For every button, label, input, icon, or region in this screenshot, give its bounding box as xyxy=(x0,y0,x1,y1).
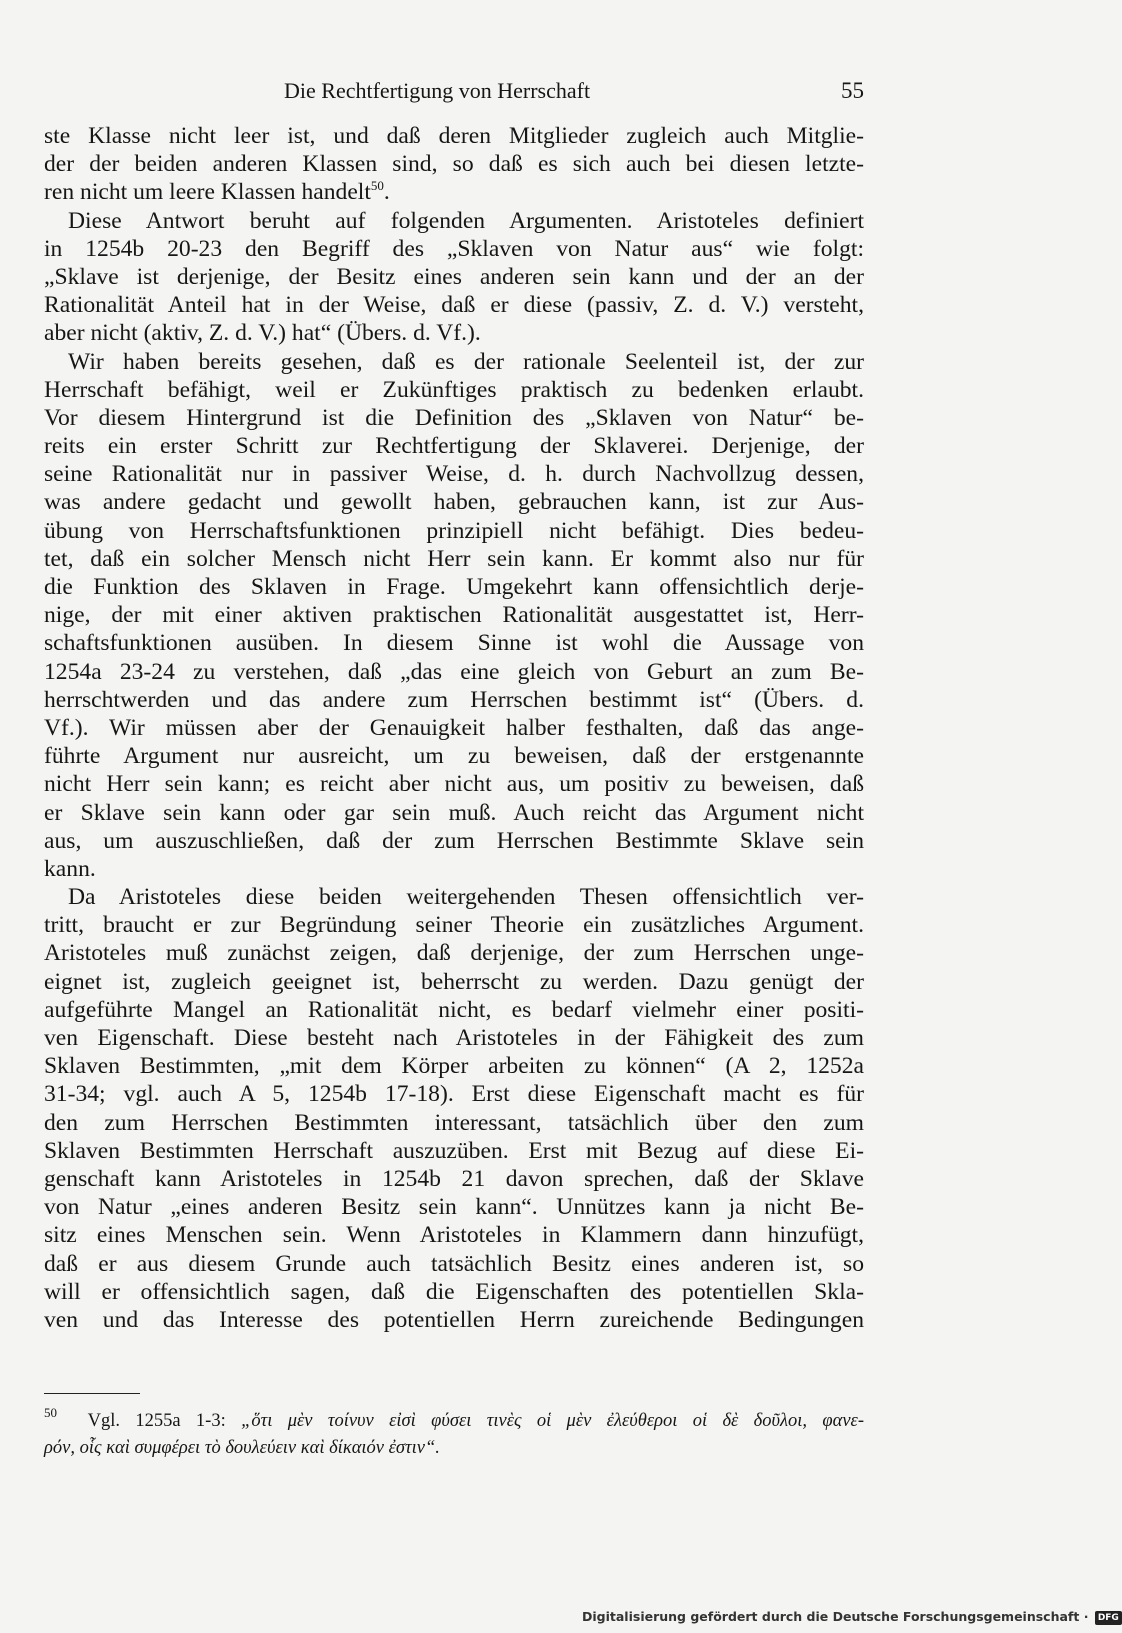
text-line xyxy=(44,629,864,657)
text-line xyxy=(44,1024,864,1052)
text-line-content: „Sklave ist derjenige, der Besitz eines anderen sein kann und der an der xyxy=(44,263,864,290)
text-line xyxy=(44,207,864,235)
text-line xyxy=(44,799,864,827)
text-line xyxy=(44,545,864,573)
text-line xyxy=(44,1278,864,1306)
footnote-divider xyxy=(44,1393,140,1394)
text-line-content: Sklaven Bestimmten Herrschaft auszuzüben. Erst mit Bezug auf diese Ei- xyxy=(44,1137,864,1164)
text-line xyxy=(44,263,864,291)
text-line xyxy=(44,517,864,545)
text-line-content: in 1254b 20-23 den Begriff des „Sklaven von Natur aus“ wie folgt: xyxy=(44,235,864,262)
credit-text: Digitalisierung gefördert durch die Deutsche Forschungsgemeinschaft · xyxy=(582,1609,1089,1624)
text-line-content: von Natur „eines anderen Besitz sein kann“. Unnützes kann ja nicht Be- xyxy=(44,1194,864,1221)
text-line xyxy=(44,178,864,206)
text-line xyxy=(44,996,864,1024)
text-line-content: herrschtwerden und das andere zum Herrschen bestimmt ist“ (Übers. d. xyxy=(44,686,864,713)
text-line-content: übung von Herrschaftsfunktionen prinzipiell nicht befähigt. Dies bedeu- xyxy=(44,517,864,544)
footnote-reference: Vgl. 1255a 1-3: xyxy=(87,1411,242,1431)
page-number: 55 xyxy=(841,78,864,103)
text-line-content: nige, der mit einer aktiven praktischen Rationalität ausgestattet ist, Herr- xyxy=(44,602,864,629)
text-line xyxy=(44,235,864,263)
text-line-content: 31-34; vgl. auch A 5, 1254b 17-18). Erst diese Eigenschaft macht es für xyxy=(44,1081,864,1108)
text-line xyxy=(44,376,864,404)
text-line xyxy=(44,601,864,629)
text-line-content: den zum Herrschen Bestimmten interessant, tatsächlich über den zum xyxy=(44,1109,864,1136)
text-line xyxy=(44,968,864,996)
text-line-content: ven Eigenschaft. Diese besteht nach Aristoteles in der Fähigkeit des zum xyxy=(44,1025,864,1051)
text-line-content: will er offensichtlich sagen, daß die Eigenschaften des potentiellen Skla- xyxy=(44,1278,864,1305)
text-line-content: sitz eines Menschen sein. Wenn Aristoteles in Klammern dann hinzufügt, xyxy=(44,1222,864,1249)
text-line-content: kann. xyxy=(44,855,96,882)
text-line xyxy=(44,1193,864,1221)
footnote-line xyxy=(44,1405,864,1435)
text-line-content: aber nicht (aktiv, Z. d. V.) hat“ (Übers. d. Vf.). xyxy=(44,320,481,347)
text-line xyxy=(44,460,864,488)
text-line-content: schaftsfunktionen ausüben. In diesem Sinne ist wohl die Aussage von xyxy=(44,630,864,657)
text-line xyxy=(44,855,864,883)
text-line-content: ren nicht um leere Klassen handelt xyxy=(44,179,371,206)
text-line-content: Aristoteles muß zunächst zeigen, daß derjenige, der zum Herrschen unge- xyxy=(44,940,864,967)
text-line-content: er Sklave sein kann oder gar sein muß. Auch reicht das Argument nicht xyxy=(44,799,864,826)
footnote-line xyxy=(44,1435,864,1462)
text-line-content: tritt, braucht er zur Begründung seiner Theorie ein zusätzliches Argument. xyxy=(44,912,864,939)
text-line xyxy=(44,291,864,319)
text-line-content: der der beiden anderen Klassen sind, so daß es sich auch bei diesen letzte- xyxy=(44,151,864,178)
text-line-content: 1254a 23-24 zu verstehen, daß „das eine gleich von Geburt an zum Be- xyxy=(44,658,864,685)
text-line-content: tet, daß ein solcher Mensch nicht Herr sein kann. Er kommt also nur für xyxy=(44,545,864,572)
text-line-content: Rationalität Anteil hat in der Weise, daß er diese (passiv, Z. d. V.) versteht, xyxy=(44,292,864,319)
text-line xyxy=(44,1109,864,1137)
text-line-content: Sklaven Bestimmten, „mit dem Körper arbeiten zu können“ (A 2, 1252a xyxy=(44,1053,864,1080)
text-line-content: ven und das Interesse des potentiellen Herrn zureichende Bedingungen xyxy=(44,1306,864,1333)
text-line-content: führte Argument nur ausreicht, um zu beweisen, daß der erstgenannte xyxy=(44,743,864,770)
running-title: Die Rechtfertigung von Herrschaft xyxy=(284,78,591,103)
text-line xyxy=(44,1306,864,1334)
text-line-content: reits ein erster Schritt zur Rechtfertigung der Sklaverei. Derjenige, der xyxy=(44,433,864,460)
text-line xyxy=(44,686,864,714)
text-line-content: aufgeführte Mangel an Rationalität nicht, es bedarf vielmehr einer positi- xyxy=(44,996,864,1023)
footnote-marker: 50 xyxy=(370,178,384,194)
text-line xyxy=(44,150,864,178)
footnote xyxy=(44,1405,864,1462)
text-line-content: seine Rationalität nur in passiver Weise, d. h. durch Nachvollzug dessen, xyxy=(44,461,864,488)
text-line-content: Wir haben bereits gesehen, daß es der rationale Seelenteil ist, der zur xyxy=(68,348,864,375)
text-line xyxy=(44,939,864,967)
text-line-content: ste Klasse nicht leer ist, und daß deren Mitglieder zugleich auch Mitglie- xyxy=(44,123,864,149)
text-line-content: aus, um auszuschließen, daß der zum Herrschen Bestimmte Sklave sein xyxy=(44,827,864,854)
footnote-greek-quote: „ὅτι μὲν τοίνυν εἰσὶ φύσει τινὲς οἱ μὲν ἐλεύθεροι οἱ δὲ δοῦλοι, φανε- xyxy=(241,1411,864,1431)
text-line-content: Herrschaft befähigt, weil er Zukünftiges praktisch zu bedenken erlaubt. xyxy=(44,376,864,403)
footnote-greek-quote: ρόν, οἷς καὶ συμφέρει τὸ δουλεύειν καὶ δίκαιόν ἐστιν“. xyxy=(44,1438,440,1458)
text-line xyxy=(44,1165,864,1193)
main-text xyxy=(44,122,864,1334)
text-line xyxy=(44,827,864,855)
text-line xyxy=(44,1080,864,1108)
text-line xyxy=(44,122,864,150)
text-line xyxy=(44,1137,864,1165)
footnote-number: 50 xyxy=(44,1405,57,1420)
text-line xyxy=(44,488,864,516)
text-line xyxy=(44,1250,864,1278)
text-line xyxy=(44,348,864,376)
text-line xyxy=(44,1221,864,1249)
text-line-content: Vf.). Wir müssen aber der Genauigkeit halber festhalten, daß das ange- xyxy=(44,714,864,741)
text-line xyxy=(44,432,864,460)
running-header xyxy=(44,74,864,108)
text-line-punctuation: . xyxy=(383,179,390,206)
text-line xyxy=(44,742,864,770)
digitization-credit xyxy=(582,1603,1119,1633)
text-line xyxy=(44,573,864,601)
text-line xyxy=(44,883,864,911)
text-line xyxy=(44,319,864,347)
text-line-content: eignet ist, zugleich geeignet ist, beherrscht zu werden. Dazu genügt der xyxy=(44,968,864,995)
text-line-content: was andere gedacht und gewollt haben, gebrauchen kann, ist zur Aus- xyxy=(44,489,864,516)
text-line xyxy=(44,1052,864,1080)
dfg-logo: DFG xyxy=(1095,1611,1122,1625)
text-line-content: Da Aristoteles diese beiden weitergehenden Thesen offensichtlich ver- xyxy=(68,884,864,911)
text-line xyxy=(44,770,864,798)
text-line-content: die Funktion des Sklaven in Frage. Umgekehrt kann offensichtlich derje- xyxy=(44,574,864,600)
text-line-content: nicht Herr sein kann; es reicht aber nicht aus, um positiv zu beweisen, daß xyxy=(44,771,864,798)
text-line-content: daß er aus diesem Grunde auch tatsächlich Besitz eines anderen ist, so xyxy=(44,1250,864,1277)
text-line-content: genschaft kann Aristoteles in 1254b 21 davon sprechen, daß der Sklave xyxy=(44,1165,864,1192)
text-line xyxy=(44,714,864,742)
text-line-content: Diese Antwort beruht auf folgenden Argumenten. Aristoteles definiert xyxy=(68,207,864,234)
text-line xyxy=(44,658,864,686)
text-line-content: Vor diesem Hintergrund ist die Definition des „Sklaven von Natur“ be- xyxy=(44,404,864,431)
text-line xyxy=(44,911,864,939)
text-line xyxy=(44,404,864,432)
